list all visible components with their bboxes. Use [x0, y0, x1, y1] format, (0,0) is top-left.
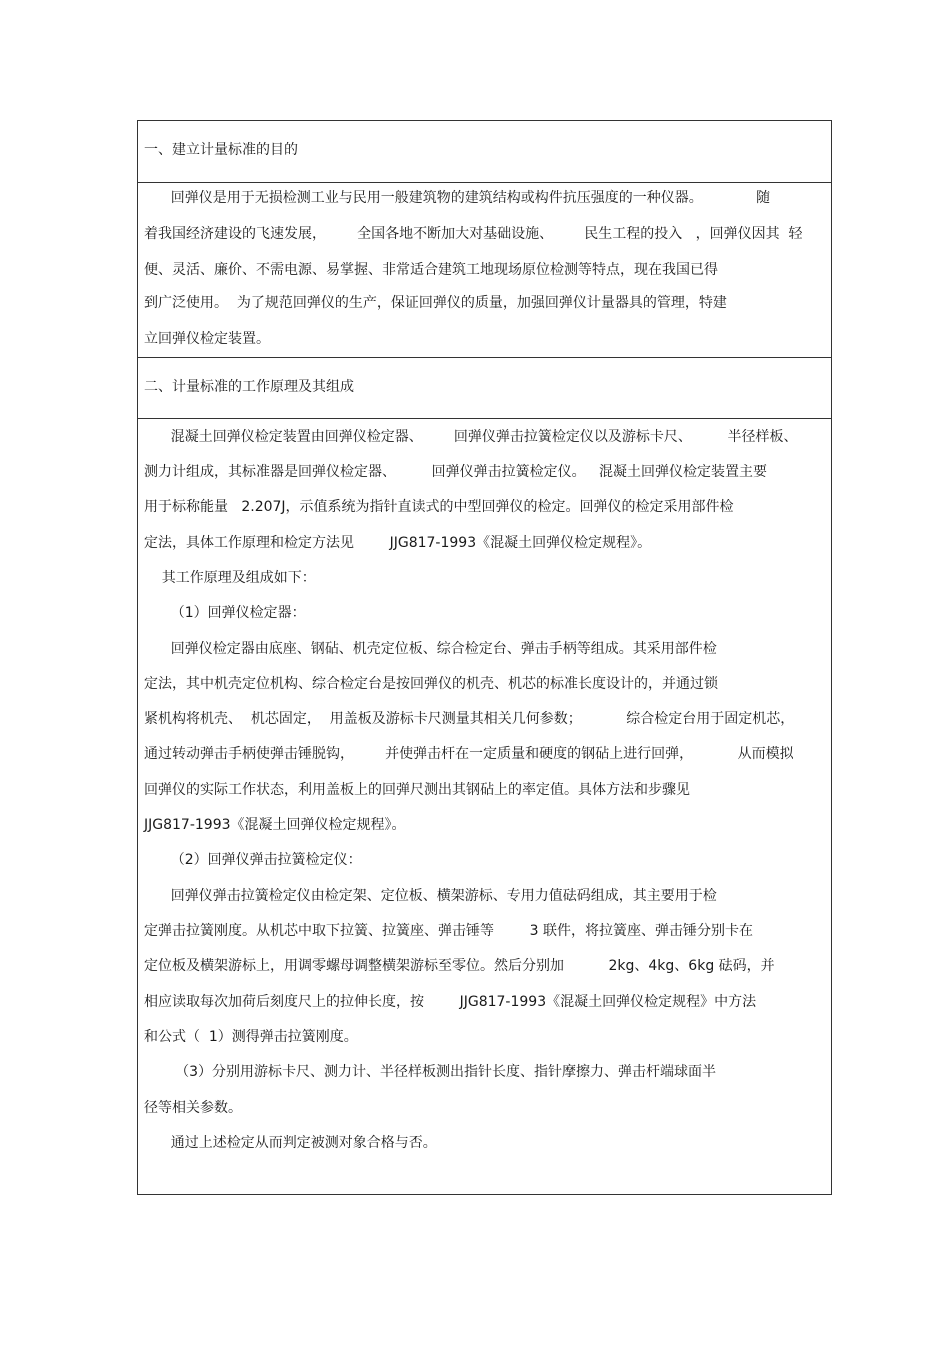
section2-line: 通过转动弹击手柄使弹击锤脱钩， 并使弹击杆在一定质量和硬度的钢砧上进行回弹， 从而模拟 — [144, 746, 794, 762]
section1-line: 便、灵活、廉价、不需电源、易掌握、非常适合建筑工地现场原位检测等特点，现在我国已得 — [144, 262, 718, 278]
section2-line: （3）分别用游标卡尺、测力计、半径样板测出指针长度、指针摩擦力、弹击杆端球面半 — [144, 1064, 717, 1080]
section2-line: 和公式（ 1）测得弹击拉簧刚度。 — [144, 1029, 358, 1045]
section2-line: 定弹击拉簧刚度。从机芯中取下拉簧、拉簧座、弹击锤等 3 联件，将拉簧座、弹击锤分别卡在 — [144, 923, 753, 939]
section1-heading: 一、建立计量标准的目的 — [144, 142, 298, 158]
section2-line: 用于标称能量 2.207J，示值系统为指针直读式的中型回弹仪的检定。回弹仪的检定采用部件检 — [144, 499, 734, 515]
divider-2 — [138, 357, 831, 358]
section2-line: 径等相关参数。 — [144, 1100, 242, 1116]
section2-line: 紧机构将机壳、 机芯固定， 用盖板及游标卡尺测量其相关几何参数； 综合检定台用于固定机芯， — [144, 711, 795, 727]
section2-line: 定法，具体工作原理和检定方法见 JJG817-1993《混凝土回弹仪检定规程》。 — [144, 535, 652, 551]
section2-line: （2）回弹仪弹击拉簧检定仪： — [144, 852, 362, 868]
section2-line: （1）回弹仪检定器： — [144, 605, 306, 621]
divider-1 — [138, 182, 831, 183]
section1-line: 立回弹仪检定装置。 — [144, 331, 270, 347]
section2-heading: 二、计量标准的工作原理及其组成 — [144, 379, 354, 395]
section2-line: 回弹仪弹击拉簧检定仪由检定架、定位板、横架游标、专用力值砝码组成，其主要用于检 — [144, 888, 717, 904]
section2-line: 回弹仪检定器由底座、钢砧、机壳定位板、综合检定台、弹击手柄等组成。其采用部件检 — [144, 641, 717, 657]
section1-line: 着我国经济建设的飞速发展， 全国各地不断加大对基础设施、 民生工程的投入 ，回弹仪因其 轻 — [144, 226, 803, 242]
section1-line: 回弹仪是用于无损检测工业与民用一般建筑物的建筑结构或构件抗压强度的一种仪器。 随 — [144, 190, 771, 206]
section2-line: 定法，其中机壳定位机构、综合检定台是按回弹仪的机壳、机芯的标准长度设计的，并通过锁 — [144, 676, 718, 692]
section2-line: JJG817-1993《混凝土回弹仪检定规程》。 — [144, 817, 406, 833]
section1-line: 到广泛使用。 为了规范回弹仪的生产，保证回弹仪的质量，加强回弹仪计量器具的管理，特建 — [144, 295, 727, 311]
section2-line: 其工作原理及组成如下： — [144, 570, 316, 586]
section2-line: 定位板及横架游标上，用调零螺母调整横架游标至零位。然后分别加 2kg、4kg、6kg 砝码，并 — [144, 958, 775, 974]
section2-line: 通过上述检定从而判定被测对象合格与否。 — [144, 1135, 437, 1151]
section2-line: 测力计组成，其标准器是回弹仪检定器、 回弹仪弹击拉簧检定仪。 混凝土回弹仪检定装置主要 — [144, 464, 767, 480]
section2-line: 相应读取每次加荷后刻度尺上的拉伸长度，按 JJG817-1993《混凝土回弹仪检定规程》中方法 — [144, 994, 757, 1010]
document-frame — [137, 120, 832, 1195]
section2-line: 混凝土回弹仪检定装置由回弹仪检定器、 回弹仪弹击拉簧检定仪以及游标卡尺、 半径样板、 — [144, 429, 798, 445]
divider-3 — [138, 418, 831, 419]
section2-line: 回弹仪的实际工作状态，利用盖板上的回弹尺测出其钢砧上的率定值。具体方法和步骤见 — [144, 782, 690, 798]
